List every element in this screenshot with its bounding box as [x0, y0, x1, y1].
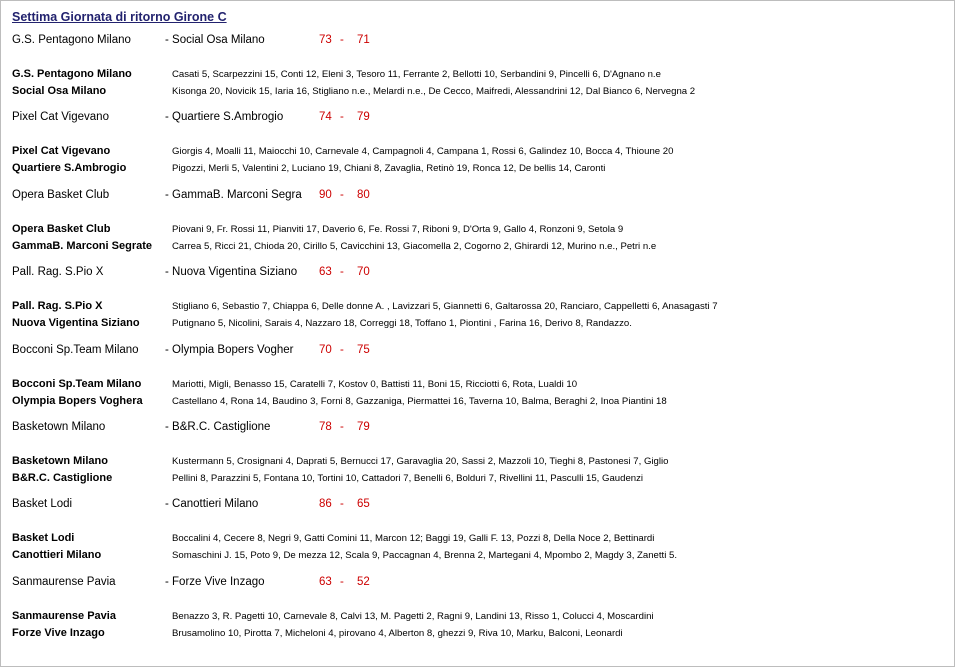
home-player-list: Giorgis 4, Moalli 11, Maiocchi 10, Carnevale 4, Campagnoli 4, Campana 1, Rossi 6, Galindez 10, Bocca 4, Thioune 20: [172, 146, 674, 157]
home-player-list: Casati 5, Scarpezzini 15, Conti 12, Eleni 3, Tesoro 11, Ferrante 2, Bellotti 10, Serbandini 9, Pincelli 6, D'Agnano n.e: [172, 69, 661, 80]
score-separator: -: [340, 111, 344, 123]
home-player-list: Stigliano 6, Sebastio 7, Chiappa 6, Delle donne A. , Lavizzari 5, Giannetti 6, Galtarossa 20, Ranciaro, Cappelletti 6, Anasagasti 7: [172, 301, 718, 312]
away-player-list: Castellano 4, Rona 14, Baudino 3, Forni 8, Gazzaniga, Piermattei 16, Taverna 10, Balma, Beraghi 2, Inoa Piantini 18: [172, 396, 667, 407]
score-separator: -: [340, 34, 344, 46]
score-separator: -: [340, 498, 344, 510]
away-score: 65: [357, 498, 370, 510]
home-team-name: Opera Basket Club: [12, 189, 110, 201]
away-team-label: Olympia Bopers Voghera: [12, 395, 143, 407]
home-team-name: Pixel Cat Vigevano: [12, 111, 109, 123]
away-team-label: Nuova Vigentina Siziano: [12, 317, 140, 329]
away-player-list: Somaschini J. 15, Poto 9, De mezza 12, Scala 9, Paccagnan 4, Brenna 2, Martegani 4, Mpombo 2, Magdy 3, Zanetti 5.: [172, 550, 678, 561]
home-player-list: Boccalini 4, Cecere 8, Negri 9, Gatti Comini 11, Marcon 12; Baggi 19, Galli F. 13, Pozzi 8, Della Noce 2, Bettinardi: [172, 533, 655, 544]
away-team-name: - Forze Vive Inzago: [165, 576, 265, 588]
away-team-label: GammaB. Marconi Segrate: [12, 240, 152, 252]
score-separator: -: [340, 189, 344, 201]
home-team-name: Pall. Rag. S.Pio X: [12, 266, 104, 278]
score-separator: -: [340, 421, 344, 433]
away-score: 79: [357, 421, 370, 433]
score-separator: -: [340, 576, 344, 588]
home-team-name: G.S. Pentagono Milano: [12, 34, 131, 46]
score-separator: -: [340, 266, 344, 278]
home-player-list: Kustermann 5, Crosignani 4, Daprati 5, Bernucci 17, Garavaglia 20, Sassi 2, Mazzoli 10, Tieghi 8, Pastonesi 7, Giglio: [172, 456, 669, 467]
away-score: 79: [357, 111, 370, 123]
home-score: 86: [319, 498, 332, 510]
away-player-list: Brusamolino 10, Pirotta 7, Micheloni 4, pirovano 4, Alberton 8, ghezzi 9, Riva 10, Marku, Balconi, Leonardi: [172, 628, 623, 639]
away-player-list: Pigozzi, Merli 5, Valentini 2, Luciano 19, Chiani 8, Zavaglia, Retinò 19, Ronca 12, De bellis 14, Caronti: [172, 163, 606, 174]
home-team-label: Sanmaurense Pavia: [12, 610, 116, 622]
home-score: 73: [319, 34, 332, 46]
away-team-name: - Nuova Vigentina Siziano: [165, 266, 298, 278]
away-team-label: Quartiere S.Ambrogio: [12, 162, 127, 174]
home-score: 63: [319, 576, 332, 588]
home-team-name: Basket Lodi: [12, 498, 73, 510]
away-player-list: Pellini 8, Parazzini 5, Fontana 10, Tortini 10, Cattadori 7, Benelli 6, Bolduri 7, Rivellini 11, Pasculli 15, Gaudenzi: [172, 473, 644, 484]
home-team-label: Bocconi Sp.Team Milano: [12, 378, 142, 390]
away-score: 80: [357, 189, 370, 201]
away-team-name: - Quartiere S.Ambrogio: [165, 111, 284, 123]
home-player-list: Piovani 9, Fr. Rossi 11, Pianviti 17, Daverio 6, Fe. Rossi 7, Riboni 9, D'Orta 9, Gallo 4, Ronzoni 9, Setola 9: [172, 224, 624, 235]
home-score: 90: [319, 189, 332, 201]
home-player-list: Mariotti, Migli, Benasso 15, Caratelli 7, Kostov 0, Battisti 11, Boni 15, Ricciotti 6, Rota, Lualdi 10: [172, 379, 578, 390]
away-score: 75: [357, 344, 370, 356]
away-team-label: Social Osa Milano: [12, 85, 107, 97]
away-team-name: - B&R.C. Castiglione: [165, 421, 271, 433]
home-team-label: Basket Lodi: [12, 532, 75, 544]
away-team-label: B&R.C. Castiglione: [12, 472, 113, 484]
home-player-list: Benazzo 3, R. Pagetti 10, Carnevale 8, Calvi 13, M. Pagetti 2, Ragni 9, Landini 13, Risso 1, Colucci 4, Moscardini: [172, 611, 654, 622]
away-team-name: - Olympia Bopers Vogher: [165, 344, 294, 356]
away-score: 70: [357, 266, 370, 278]
away-player-list: Putignano 5, Nicolini, Sarais 4, Nazzaro 18, Correggi 18, Toffano 1, Piontini , Farina 16, Derivo 8, Randazzo.: [172, 318, 632, 329]
away-team-name: - Canottieri Milano: [165, 498, 259, 510]
away-team-name: - GammaB. Marconi Segra: [165, 189, 302, 201]
home-score: 63: [319, 266, 332, 278]
score-separator: -: [340, 344, 344, 356]
home-score: 74: [319, 111, 332, 123]
away-score: 71: [357, 34, 370, 46]
away-score: 52: [357, 576, 370, 588]
home-score: 70: [319, 344, 332, 356]
away-team-label: Canottieri Milano: [12, 549, 102, 561]
away-player-list: Carrea 5, Ricci 21, Chioda 20, Cirillo 5, Cavicchini 13, Giacomella 2, Cogorno 2, Ghirardi 12, Murino n.e., Petri n.e: [172, 241, 657, 252]
home-team-label: Pall. Rag. S.Pio X: [12, 300, 103, 312]
home-team-label: Opera Basket Club: [12, 223, 111, 235]
home-team-label: Pixel Cat Vigevano: [12, 145, 111, 157]
away-team-label: Forze Vive Inzago: [12, 627, 105, 639]
home-team-name: Bocconi Sp.Team Milano: [12, 344, 139, 356]
home-team-name: Basketown Milano: [12, 421, 106, 433]
home-team-label: Basketown Milano: [12, 455, 108, 467]
home-team-label: G.S. Pentagono Milano: [12, 68, 132, 80]
home-score: 78: [319, 421, 332, 433]
page-title-link[interactable]: Settima Giornata di ritorno Girone C: [12, 10, 227, 24]
away-team-name: - Social Osa Milano: [165, 34, 265, 46]
home-team-name: Sanmaurense Pavia: [12, 576, 116, 588]
away-player-list: Kisonga 20, Novicik 15, Iaria 16, Stigliano n.e., Melardi n.e., De Cecco, Maifredi, Alessandrini 12, Dal Bianco 6, Nervegna 2: [172, 86, 696, 97]
